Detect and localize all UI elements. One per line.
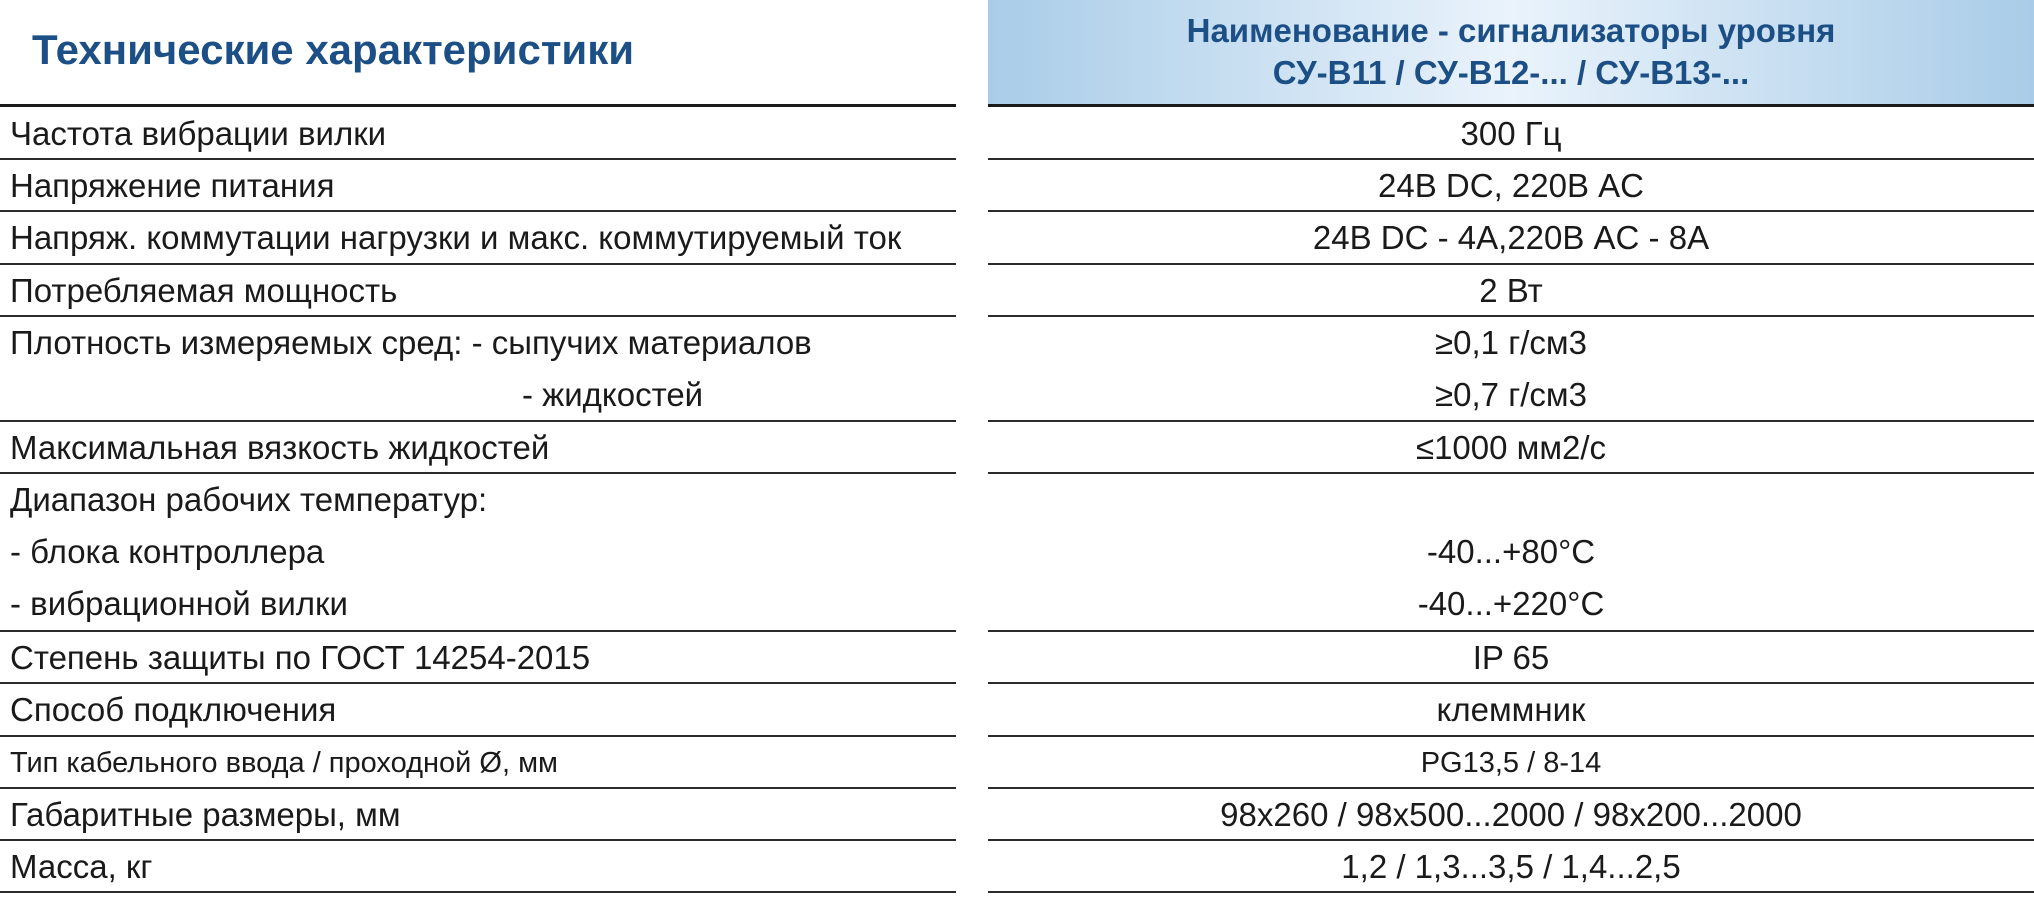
spec-label: Способ подключения	[10, 691, 337, 728]
spec-label: Максимальная вязкость жидкостей	[10, 429, 550, 466]
spec-label: Напряжение питания	[10, 167, 335, 204]
spec-value: 2 Вт	[1479, 272, 1543, 309]
spec-row-medium-density	[0, 317, 2034, 422]
spec-row-vibration-frequency	[0, 108, 2034, 160]
spec-row-max-viscosity	[0, 422, 2034, 474]
header-right-cell	[988, 0, 2034, 107]
spec-value: клеммник	[1436, 691, 1586, 728]
spec-row-protection-degree	[0, 632, 2034, 684]
spec-value: 300 Гц	[1460, 115, 1562, 152]
spec-value: ≤1000 мм2/с	[1415, 429, 1607, 466]
spec-row-power-consumption	[0, 265, 2034, 317]
spec-label: Габаритные размеры, мм	[10, 796, 401, 833]
spec-sub-label-controller: - блока контроллера	[10, 533, 325, 570]
product-name-line-1: Наименование - сигнализаторы уровня	[1186, 12, 1836, 49]
spec-value: 98x260 / 98x500...2000 / 98x200...2000	[1220, 796, 1802, 833]
spec-label: Диапазон рабочих температур:	[10, 481, 488, 518]
spec-row-cable-entry	[0, 737, 2034, 789]
section-title: Технические характеристики	[32, 26, 635, 73]
spec-value: IP 65	[1472, 639, 1550, 676]
spec-label: Степень защиты по ГОСТ 14254-2015	[10, 639, 591, 676]
spec-label: Плотность измеряемых сред: - сыпучих материалов	[10, 324, 812, 361]
spec-sub-value-fork: -40...+220°C	[1417, 585, 1605, 622]
spec-label: Частота вибрации вилки	[10, 115, 387, 152]
spec-label: Потребляемая мощность	[10, 272, 398, 309]
spec-value: 24В DC, 220В AC	[1378, 167, 1644, 204]
spec-value: 1,2 / 1,3...3,5 / 1,4...2,5	[1341, 848, 1681, 885]
spec-value: ≥0,1 г/см3	[1435, 324, 1587, 361]
spec-sub-label-fork: - вибрационной вилки	[10, 585, 348, 622]
spec-value: 24В DC - 4А,220В AC - 8А	[1312, 219, 1710, 256]
spec-label: Масса, кг	[10, 848, 153, 885]
spec-row-dimensions	[0, 789, 2034, 841]
spec-label: Напряж. коммутации нагрузки и макс. коммутируемый ток	[10, 219, 902, 256]
spec-value: PG13,5 / 8-14	[1420, 747, 1602, 779]
header-left-cell	[0, 0, 956, 107]
spec-row-operating-temperature	[0, 474, 2034, 632]
product-name-line-2: СУ-В11 / СУ-В12-... / СУ-В13-...	[1272, 54, 1750, 91]
spec-sub-label: - жидкостей	[522, 376, 704, 413]
spec-row-weight	[0, 841, 2034, 893]
spec-sub-value: ≥0,7 г/см3	[1435, 376, 1587, 413]
spec-label: Тип кабельного ввода / проходной Ø, мм	[10, 747, 558, 779]
spec-row-connection-method	[0, 684, 2034, 737]
spec-sub-value-controller: -40...+80°C	[1426, 533, 1596, 570]
spec-row-supply-voltage	[0, 160, 2034, 212]
spec-row-switching-voltage	[0, 212, 2034, 265]
